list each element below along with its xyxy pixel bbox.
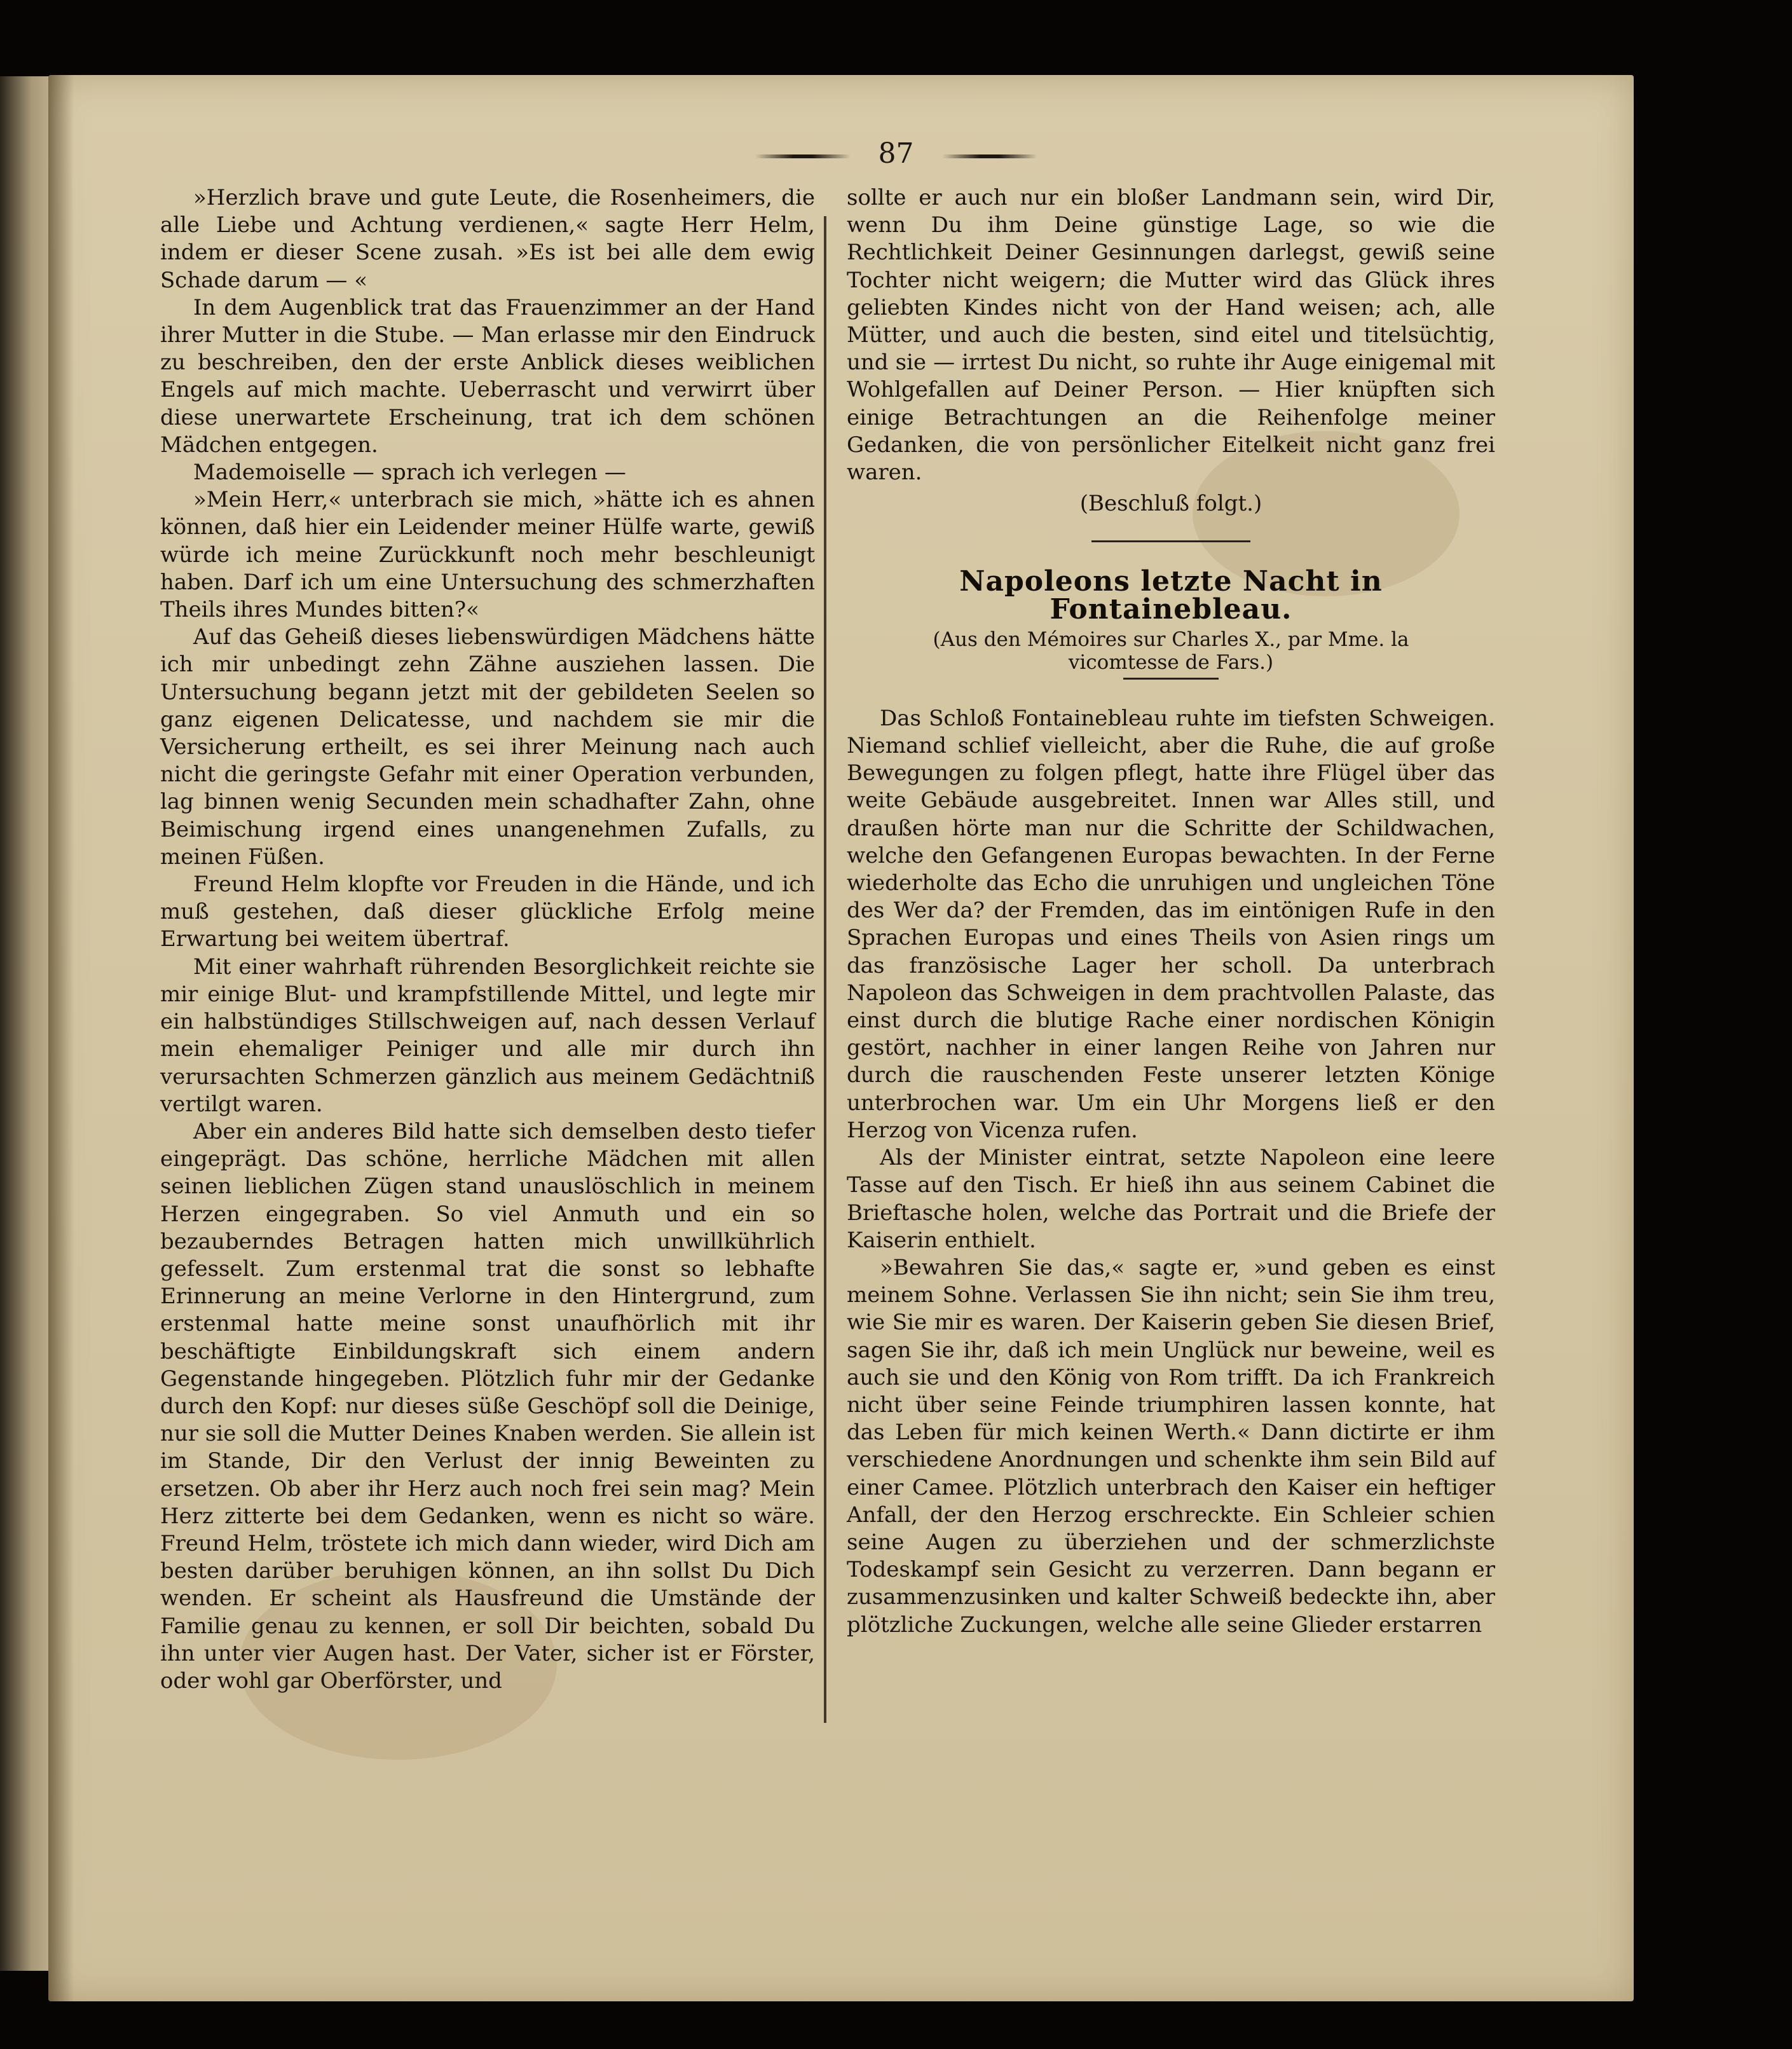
continuation-paragraph: sollte er auch nur ein bloßer Landmann sein, wird Dir, wenn Du ihm Deine günstige Lage, so wie die Rechtlichkeit Deiner Gesinnungen darlegst, gewiß seine Tochter nicht weigern; die Mutter wird das Glück ihres geliebten Kindes nicht von der Hand weisen; ach, alle Mütter, und auch die besten, sind eitel und titelsüchtig, und sie — irrtest Du nicht, so ruhte ihr Auge einigemal mit Wohlgefallen auf Deiner Person. — Hier knüpften sich einige Betrachtungen an die Reihenfolge meiner Gedanken, die von persönlicher Eitelkeit nicht ganz frei waren. [847, 185, 1495, 486]
right-column [847, 184, 1495, 1639]
column-divider [824, 216, 826, 1723]
paragraph: »Herzlich brave und gute Leute, die Rosenheimers, die alle Liebe und Achtung verdienen,« sagte Herr Helm, indem er dieser Scene zusah. »Es ist bei alle dem ewig Schade darum — « [160, 185, 815, 293]
article-paragraph: Als der Minister eintrat, setzte Napoleon eine leere Tasse auf den Tisch. Er hieß ihn aus seinem Cabinet die Brieftasche holen, welche das Portrait und die Briefe der Kaiserin enthielt. [847, 1145, 1495, 1253]
header-ornament-right [942, 154, 1037, 158]
article-title: Napoleons letzte Nacht in Fontainebleau. [959, 565, 1383, 626]
page-header [0, 134, 1792, 178]
paragraph: »Mein Herr,« unterbrach sie mich, »hätte ich es ahnen können, daß hier ein Leidender meiner Hülfe warte, gewiß würde ich meine Zurückkunft noch mehr beschleunigt haben. Darf ich um eine Untersuchung des schmerzhaften Theils ihres Mundes bitten?« [160, 487, 815, 623]
header-ornament-left [755, 154, 851, 158]
article-paragraph: »Bewahren Sie das,« sagte er, »und geben es einst meinem Sohne. Verlassen Sie ihn nicht; sein Sie ihm treu, wie Sie mir es waren. Der Kaiserin geben Sie diesen Brief, sagen Sie ihr, daß ich mein Unglück nur beweine, weil es auch sie und den König von Rom trifft. Da ich Frankreich nicht über seine Feinde triumphiren lassen konnte, hat das Leben für mich keinen Werth.« Dann dictirte er ihm verschiedene Anordnungen und schenkte ihm sein Bild auf einer Camee. Plötzlich unterbrach den Kaiser ein heftiger Anfall, der den Herzog erschreckte. Ein Schleier schien seine Augen zu überziehen und der schmerzlichste Todeskampf sein Gesicht zu verzerren. Dann begann er zusammenzusinken und kalter Schweiß bedeckte ihn, aber plötzliche Zuckungen, welche alle seine Glieder erstarren [847, 1254, 1495, 1638]
paragraph: Mit einer wahrhaft rührenden Besorglichkeit reichte sie mir einige Blut- und krampfstillende Mittel, und legte mir ein halbstündiges Stillschweigen auf, nach dessen Verlauf mein ehemaliger Peiniger und alle mir durch ihn verursachten Schmerzen gänzlich aus meinem Gedächtniß vertilgt waren. [160, 954, 815, 1117]
section-separator [1091, 540, 1250, 542]
paragraph: Freund Helm klopfte vor Freuden in die Hände, und ich muß gestehen, daß dieser glückliche Erfolg meine Erwartung bei weitem übertraf. [160, 872, 815, 952]
page-number: 87 [878, 137, 914, 170]
to-be-continued-note: (Beschluß folgt.) [1079, 491, 1262, 517]
paragraph: Aber ein anderes Bild hatte sich demselben desto tiefer eingeprägt. Das schöne, herrliche Mädchen mit allen seinen lieblichen Zügen stand unauslöschlich in meinem Herzen eingegraben. So viel Anmuth und ein so bezauberndes Betragen hatten mich unwillkührlich gefesselt. Zum erstenmal trat die sonst so lebhafte Erinnerung an meine Verlorne in den Hintergrund, zum erstenmal hatte meine sonst unaufhörlich mit ihr beschäftigte Einbildungskraft sich einem andern Gegenstande hingegeben. Plötzlich fuhr mir der Gedanke durch den Kopf: nur dieses süße Geschöpf soll die Deinige, nur sie soll die Mutter Deines Knaben werden. Sie allein ist im Stande, Dir den Verlust der innig Beweinten zu ersetzen. Ob aber ihr Herz auch noch frei sein mag? Mein Herz zitterte bei dem Gedanken, wenn es nicht so wäre. Freund Helm, tröstete ich mich dann wieder, wird Dich am besten darüber beruhigen können, an ihn sollst Du Dich wenden. Er scheint als Hausfreund die Umstände der Familie genau zu kennen, er soll Dir beichten, sobald Du ihn unter vier Augen hast. Der Vater, sicher ist er Förster, oder wohl gar Oberförster, und [160, 1118, 815, 1694]
paragraph: Mademoiselle — sprach ich verlegen — [193, 460, 626, 486]
article-source-line-1: (Aus den Mémoires sur Charles X., par Mme. la [933, 627, 1409, 651]
paragraph: In dem Augenblick trat das Frauenzimmer an der Hand ihrer Mutter in die Stube. — Man erlasse mir den Eindruck zu beschreiben, den der erste Anblick dieses weiblichen Engels auf mich machte. Ueberrascht und verwirrt über diese unerwartete Erscheinung, trat ich dem schönen Mädchen entgegen. [160, 294, 815, 458]
article-paragraph: Das Schloß Fontainebleau ruhte im tiefsten Schweigen. Niemand schlief vielleicht, aber die Ruhe, die auf große Bewegungen zu folgen pflegt, hatte ihre Flügel über das weite Gebäude ausgebreitet. Innen war Alles still, und draußen hörte man nur die Schritte der Schildwachen, welche den Gefangenen Europas bewachten. In der Ferne wiederholte das Echo die unruhigen und ungleichen Töne des Wer da? der Fremden, das im eintönigen Rufe in den Sprachen Europas und eines Theils von Asien rings um das französische Lager her scholl. Da unterbrach Napoleon das Schweigen in dem prachtvollen Palaste, das einst durch die blutige Rache einer nordischen Königin gestört, nachher in einer langen Reihe von Jahren nur durch die rauschenden Feste unserer letzten Könige unterbrochen war. Um ein Uhr Morgens ließ er den Herzog von Vicenza rufen. [847, 705, 1495, 1143]
paragraph: Auf das Geheiß dieses liebenswürdigen Mädchens hätte ich mir unbedingt zehn Zähne ausziehen lassen. Die Untersuchung begann jetzt mit der gebildeten Seelen so ganz eigenen Delicatesse, und nachdem sie mir die Versicherung ertheilt, es sei ihrer Meinung nach auch nicht die geringste Gefahr mit einer Operation verbunden, lag binnen wenig Secunden mein schadhafter Zahn, ohne Beimischung irgend eines unangenehmen Zufalls, zu meinen Füßen. [160, 624, 815, 870]
article-source-line-2: vicomtesse de Fars.) [1068, 650, 1274, 674]
title-underline [1123, 678, 1219, 680]
left-column [160, 184, 815, 1695]
